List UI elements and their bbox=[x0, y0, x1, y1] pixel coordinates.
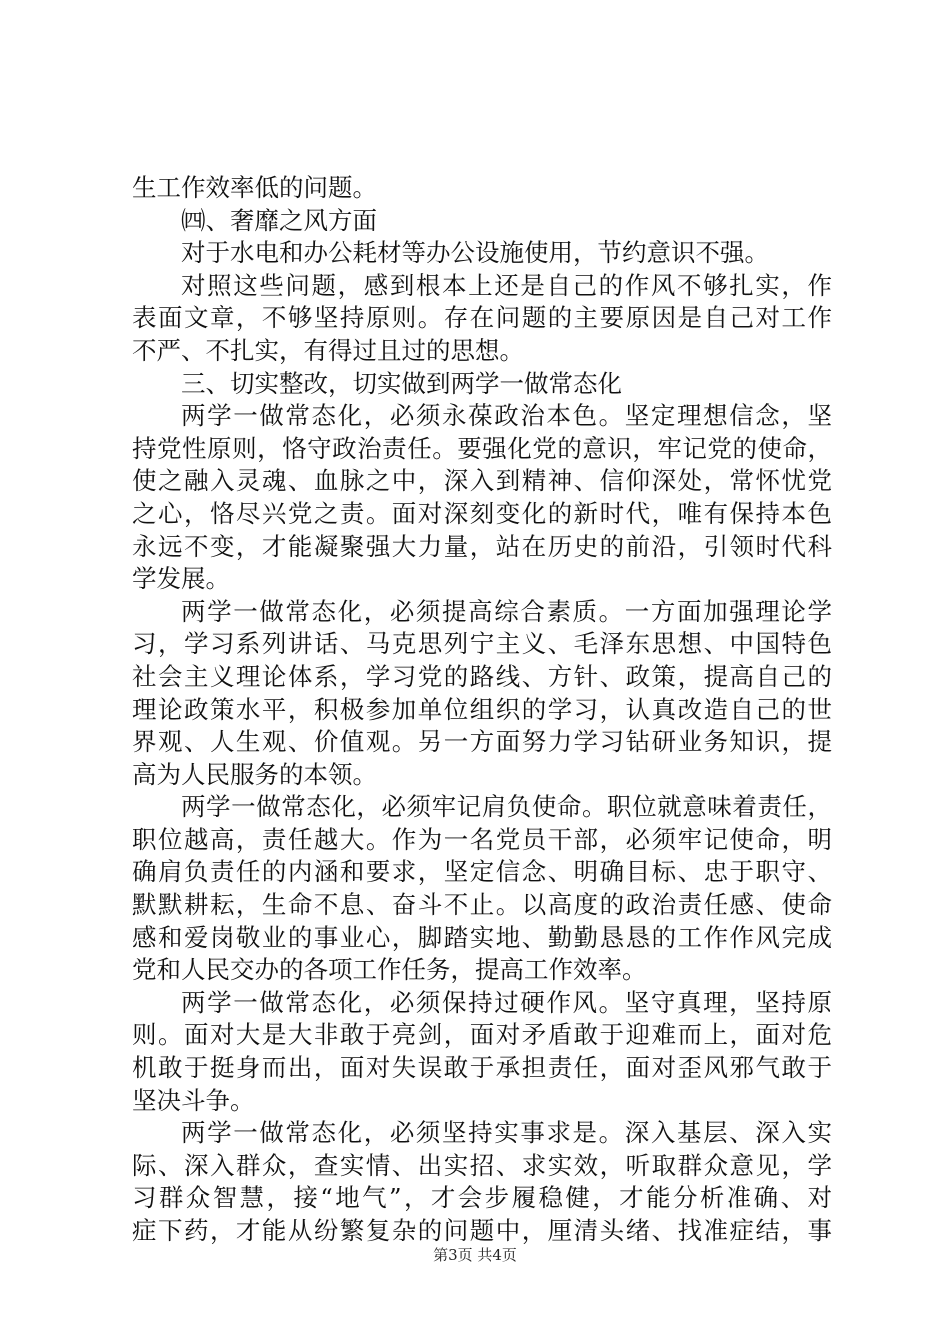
text-line: 两学一做常态化，必须坚持实事求是。深入基层、深入实 bbox=[181, 1118, 832, 1148]
text-line: 职位越高，责任越大。作为一名党员干部，必须牢记使命，明 bbox=[132, 824, 832, 854]
text-line: 习群众智慧，接“地气”，才会步履稳健，才能分析准确、对 bbox=[132, 1183, 832, 1213]
text-line: 社会主义理论体系，学习党的路线、方针、政策，提高自己的 bbox=[132, 661, 832, 691]
text-line: 生工作效率低的问题。 bbox=[132, 173, 377, 202]
text-line: 习，学习系列讲话、马克思列宁主义、毛泽东思想、中国特色 bbox=[132, 629, 832, 659]
text-line: 表面文章，不够坚持原则。存在问题的主要原因是自己对工作 bbox=[132, 303, 832, 333]
text-line: 确肩负责任的内涵和要求，坚定信念、明确目标、忠于职守、 bbox=[132, 857, 832, 887]
text-line: 坚决斗争。 bbox=[132, 1085, 255, 1115]
text-line: 理论政策水平，积极参加单位组织的学习，认真改造自己的世 bbox=[132, 694, 832, 724]
text-line: 界观、人生观、价值观。另一方面努力学习钻研业务知识，提 bbox=[132, 727, 832, 757]
text-line: 对于水电和办公耗材等办公设施使用，节约意识不强。 bbox=[181, 238, 769, 268]
text-line: 两学一做常态化，必须提高综合素质。一方面加强理论学 bbox=[181, 596, 832, 626]
text-line: 永远不变，才能凝聚强大力量，站在历史的前沿，引领时代科 bbox=[132, 531, 832, 561]
page-footer: 第3页 共4页 bbox=[433, 1246, 517, 1264]
text-line: 三、切实整改，切实做到两学一做常态化 bbox=[181, 368, 622, 398]
text-line: 默默耕耘，生命不息、奋斗不止。以高度的政治责任感、使命 bbox=[132, 890, 832, 920]
text-line: 党和人民交办的各项工作任务，提高工作效率。 bbox=[132, 955, 647, 985]
text-line: 对照这些问题，感到根本上还是自己的作风不够扎实，作 bbox=[181, 270, 832, 300]
text-line: 使之融入灵魂、血脉之中，深入到精神、信仰深处，常怀忧党 bbox=[132, 466, 832, 496]
text-line: 两学一做常态化，必须永葆政治本色。坚定理想信念，坚 bbox=[181, 401, 832, 431]
text-line: 则。面对大是大非敢于亮剑，面对矛盾敢于迎难而上，面对危 bbox=[132, 1020, 832, 1050]
text-line: 两学一做常态化，必须保持过硬作风。坚守真理，坚持原 bbox=[181, 987, 832, 1017]
text-line: 高为人民服务的本领。 bbox=[132, 759, 377, 789]
text-line: 症下药，才能从纷繁复杂的问题中，厘清头绪、找准症结，事 bbox=[132, 1216, 832, 1245]
text-line: 际、深入群众，查实情、出实招、求实效，听取群众意见，学 bbox=[132, 1150, 832, 1180]
text-line: 之心，恪尽兴党之责。面对深刻变化的新时代，唯有保持本色 bbox=[132, 498, 832, 528]
text-line: 机敢于挺身而出，面对失误敢于承担责任，面对歪风邪气敢于 bbox=[132, 1053, 832, 1083]
text-line: 不严、不扎实，有得过且过的思想。 bbox=[132, 335, 524, 365]
document-body bbox=[132, 172, 832, 1248]
text-line: 两学一做常态化，必须牢记肩负使命。职位就意味着责任， bbox=[181, 792, 832, 822]
text-line: 学发展。 bbox=[132, 564, 230, 594]
text-line: ㈣、奢靡之风方面 bbox=[181, 205, 377, 235]
text-line: 持党性原则，恪守政治责任。要强化党的意识，牢记党的使命， bbox=[132, 433, 832, 463]
text-line: 感和爱岗敬业的事业心，脚踏实地、勤勤恳恳的工作作风完成 bbox=[132, 922, 832, 952]
